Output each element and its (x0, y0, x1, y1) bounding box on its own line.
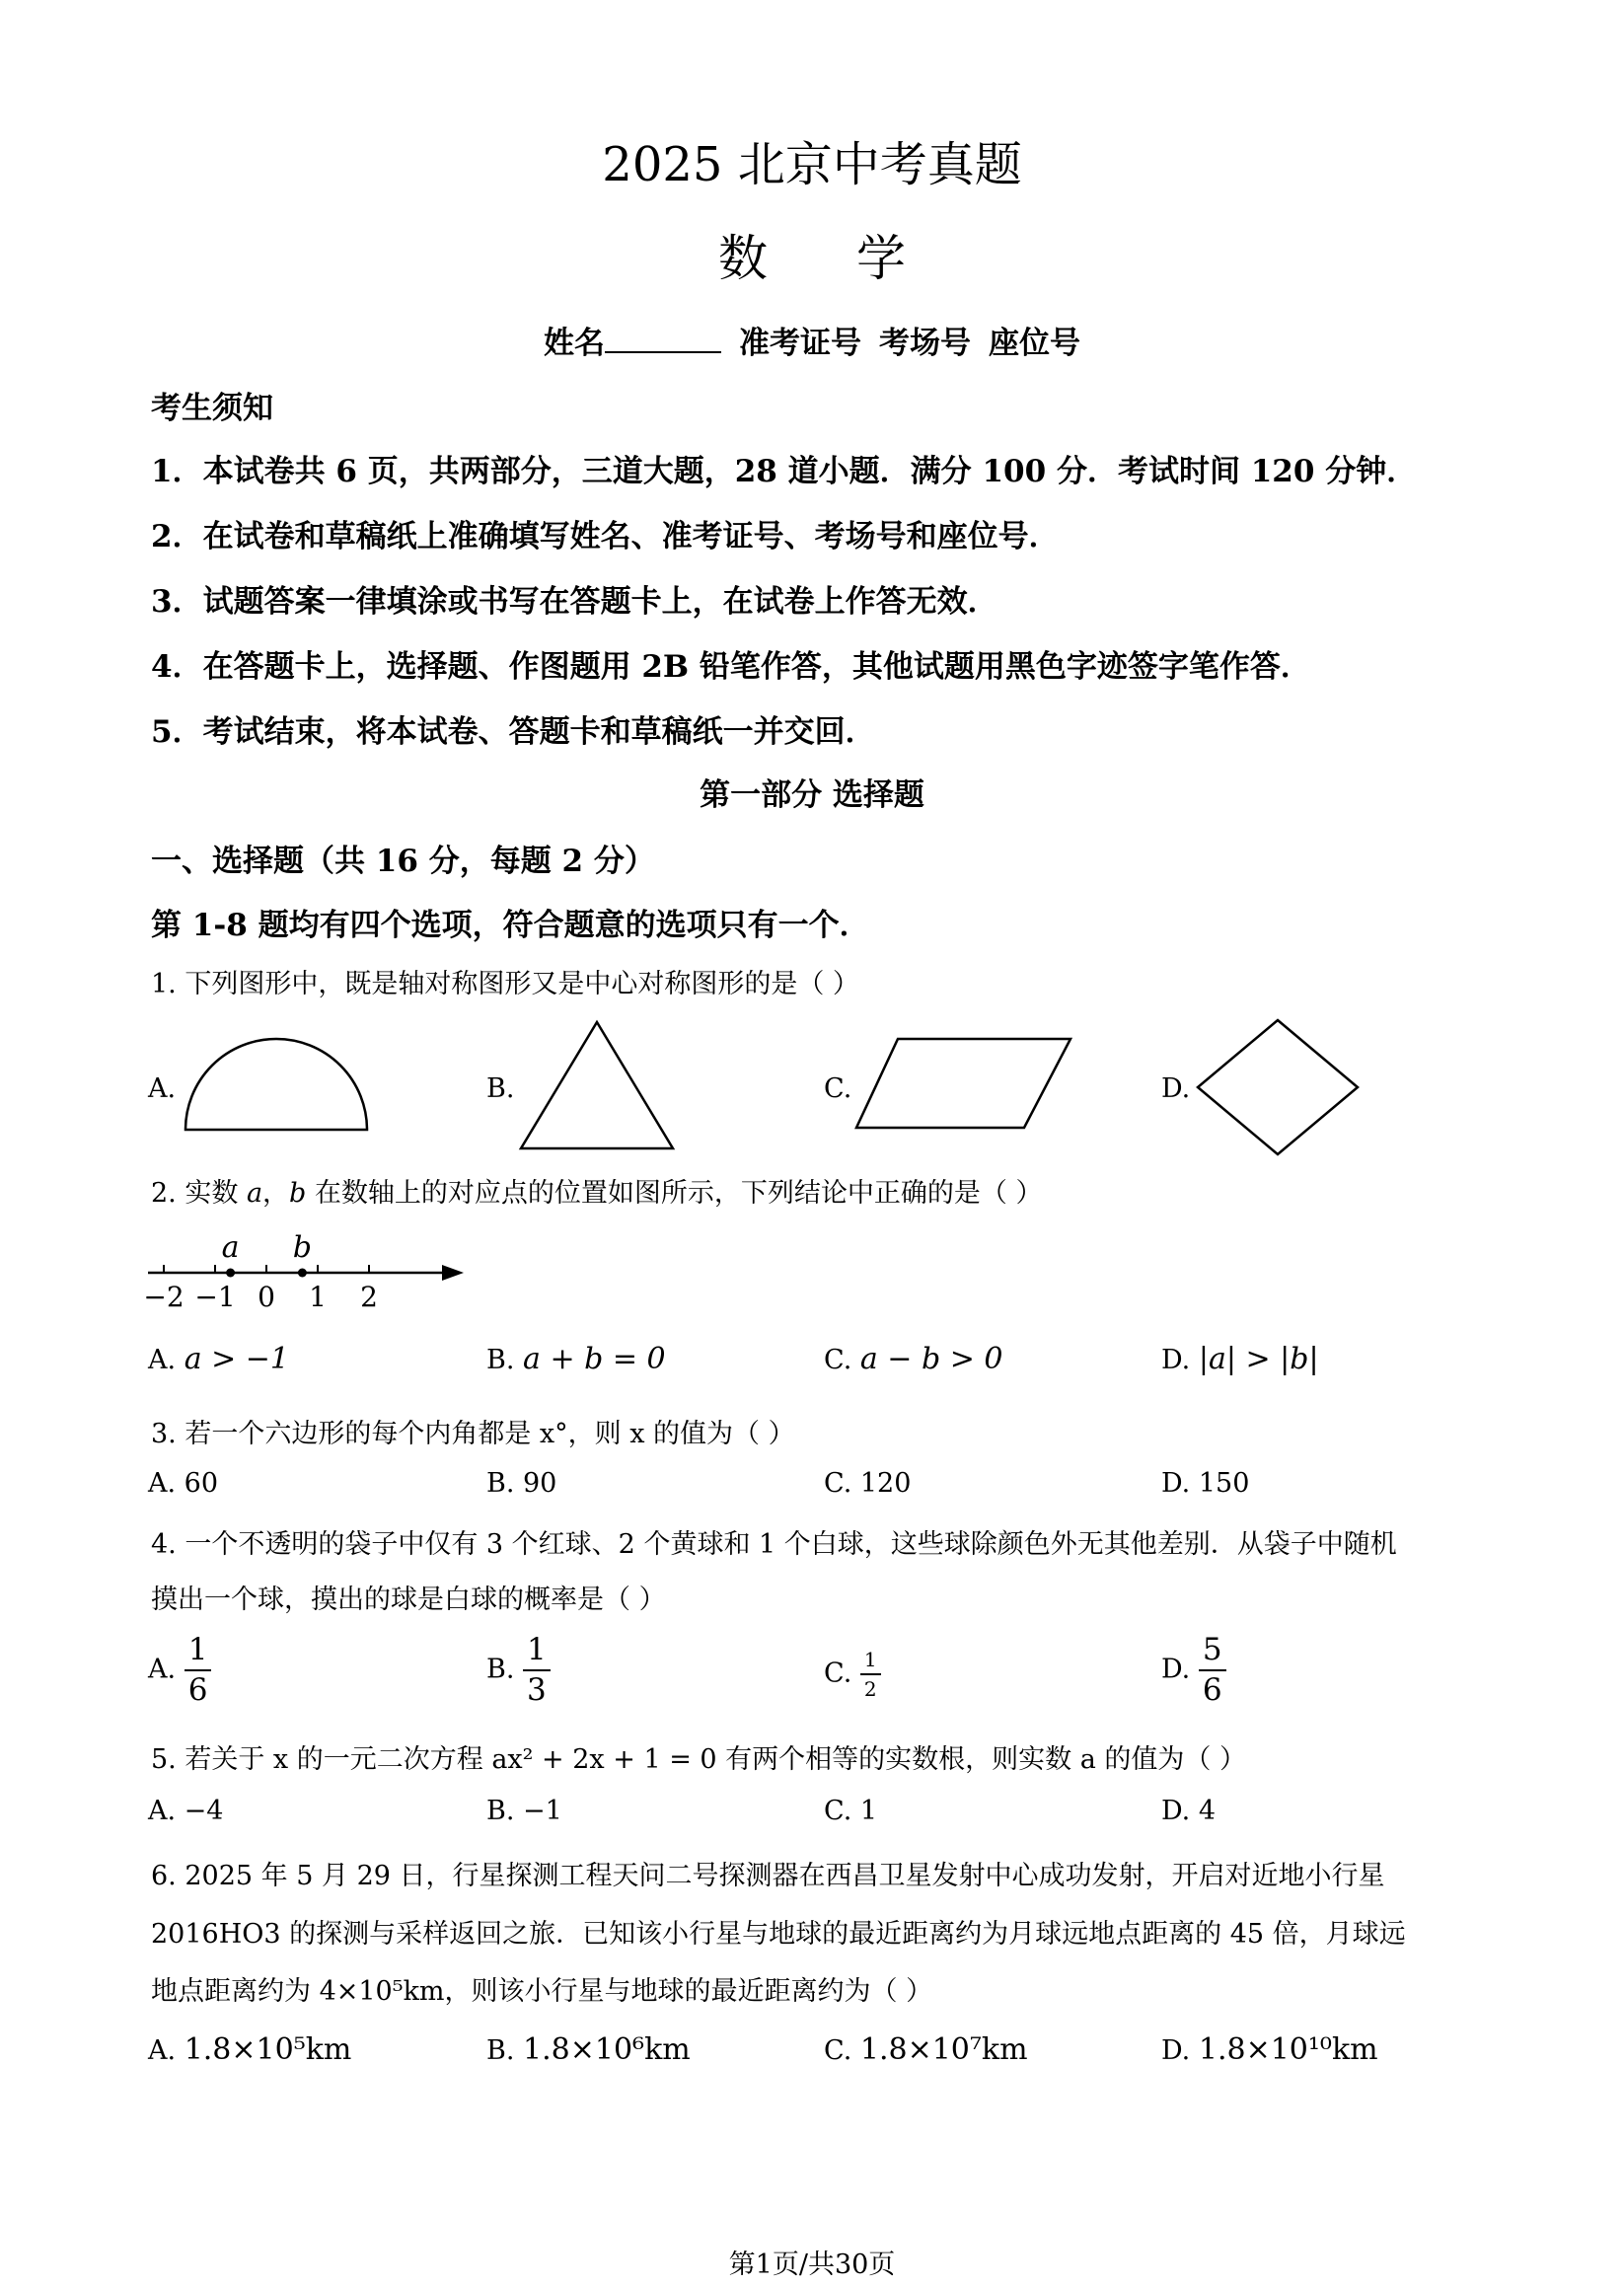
q2-option-c: C. a − b > 0 (824, 1342, 1003, 1376)
notice-rule: 5．考试结束，将本试卷、答题卡和草稿纸一并交回． (151, 714, 876, 750)
q1-option-b-label: B. (486, 1073, 515, 1104)
rhombus-figure (1194, 1016, 1362, 1159)
q4-option-b: B. $\frac{1}{3}$ (486, 1635, 551, 1706)
axis-tick-label: −1 (194, 1281, 236, 1312)
q1-option-a-label: A. (148, 1073, 177, 1104)
q5-option-c: C. 1 (824, 1796, 878, 1826)
document-title: 2025 北京中考真题 (602, 137, 1022, 192)
question-4-stem-line2: 摸出一个球，摸出的球是白球的概率是（ ） (151, 1585, 666, 1615)
q5-option-b: B. −1 (486, 1796, 562, 1826)
number-line (138, 1223, 474, 1312)
question-6-stem-line1: 6. 2025 年 5 月 29 日，行星探测工程天问二号探测器在西昌卫星发射中心成功发射，开启对近地小行星 (151, 1861, 1385, 1891)
q4-option-d: D. $\frac{5}{6}$ (1161, 1635, 1226, 1706)
subject-title: 数学 (718, 230, 995, 287)
q5-option-d: D. 4 (1161, 1796, 1217, 1826)
q2-option-a: A. a > −1 (148, 1342, 290, 1376)
triangle-figure (513, 1016, 681, 1154)
notice-rule: 2．在试卷和草稿纸上准确填写姓名、准考证号、考场号和座位号． (151, 519, 1060, 554)
room-label: 考场号 (879, 326, 971, 361)
arrow-icon (442, 1265, 464, 1281)
name-blank (605, 324, 721, 353)
question-6-stem-line2: 2016HO3 的探测与采样返回之旅．已知该小行星与地球的最近距离约为月球远地点距离的 45 倍，月球远 (151, 1919, 1406, 1950)
parallelogram-figure (849, 1031, 1075, 1135)
q6-option-a: A. 1.8×10⁵km (148, 2032, 352, 2067)
q1-option-d-label: D. (1161, 1073, 1191, 1104)
axis-tick-label: −2 (143, 1281, 185, 1312)
axis-tick-label: 0 (258, 1281, 275, 1312)
q4-option-c: C. $\frac{1}{2}$ (824, 1650, 881, 1699)
q3-option-c: C. 120 (824, 1468, 912, 1499)
notice-rule: 1．本试卷共 6 页，共两部分，三道大题，28 道小题．满分 100 分．考试时间 120 分钟． (151, 454, 1418, 489)
question-6-stem-line3: 地点距离约为 4×10⁵km，则该小行星与地球的最近距离约为（ ） (151, 1976, 933, 2007)
semicircle-figure (178, 1016, 375, 1135)
question-1-stem: 1. 下列图形中，既是轴对称图形又是中心对称图形的是（ ） (151, 969, 859, 999)
q3-option-b: B. 90 (486, 1468, 557, 1499)
q6-option-c: C. 1.8×10⁷km (824, 2032, 1028, 2067)
q4-option-a: A. $\frac{1}{6}$ (148, 1635, 211, 1706)
exam-id-label: 准考证号 (739, 326, 861, 361)
var-b: b (289, 1178, 307, 1209)
candidate-fields (0, 318, 1624, 362)
section-title: 一、选择题（共 16 分，每题 2 分） (151, 844, 655, 879)
q6-option-b: B. 1.8×10⁶km (486, 2032, 691, 2067)
point-a-label: a (221, 1230, 240, 1265)
var-a: a (246, 1178, 263, 1209)
seat-label: 座位号 (989, 326, 1080, 361)
question-2-stem: 2. 实数 a，b 在数轴上的对应点的位置如图所示，下列结论中正确的是（ ） (151, 1178, 1043, 1209)
q6-option-d: D. 1.8×10¹⁰km (1161, 2032, 1378, 2067)
question-4-stem-line1: 4. 一个不透明的袋子中仅有 3 个红球、2 个黄球和 1 个白球，这些球除颜色外无其他差别．从袋子中随机 (151, 1529, 1397, 1560)
point-a (226, 1269, 235, 1278)
q3-option-a: A. 60 (148, 1468, 219, 1499)
section-note: 第 1-8 题均有四个选项，符合题意的选项只有一个． (151, 908, 870, 943)
notice-rule: 4．在答题卡上，选择题、作图题用 2B 铅笔作答，其他试题用黑色字迹签字笔作答． (151, 649, 1311, 685)
point-b (298, 1269, 307, 1278)
point-b-label: b (292, 1230, 313, 1265)
name-label: 姓名 (544, 326, 605, 361)
q2-option-d: D. |a| > |b| (1161, 1342, 1319, 1376)
question-3-stem: 3. 若一个六边形的每个内角都是 x°，则 x 的值为（ ） (151, 1419, 795, 1449)
notice-heading: 考生须知 (151, 391, 273, 426)
q5-option-a: A. −4 (148, 1796, 224, 1826)
page-footer: 第1页/共30页 (728, 2249, 896, 2280)
question-5-stem: 5. 若关于 x 的一元二次方程 ax² + 2x + 1 = 0 有两个相等的实数根，则实数 a 的值为（ ） (151, 1744, 1247, 1775)
q2-option-b: B. a + b = 0 (486, 1342, 666, 1376)
axis-tick-label: 1 (309, 1281, 327, 1312)
part-heading: 第一部分 选择题 (700, 777, 924, 813)
axis-tick-label: 2 (360, 1281, 378, 1312)
notice-rule: 3．试题答案一律填涂或书写在答题卡上，在试卷上作答无效． (151, 584, 998, 620)
q3-option-d: D. 150 (1161, 1468, 1250, 1499)
q1-option-c-label: C. (824, 1073, 852, 1104)
